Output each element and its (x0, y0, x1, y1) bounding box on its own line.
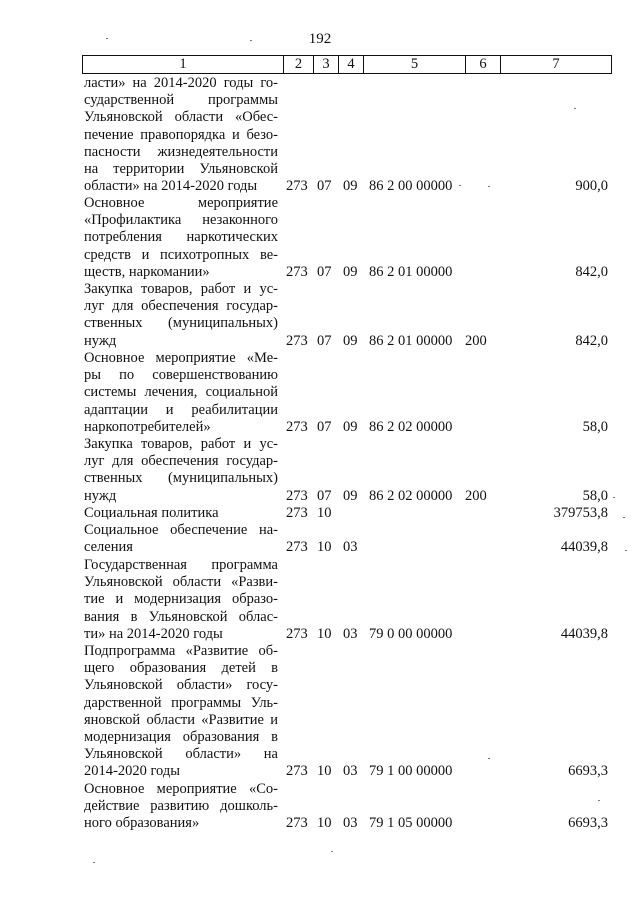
scan-speck (488, 186, 490, 187)
ministry-code: 273 (286, 487, 308, 504)
scan-speck (459, 185, 461, 186)
scan-speck (106, 38, 108, 39)
amount: 900,0 (575, 178, 608, 195)
section-code: 10 (317, 539, 332, 556)
description-line: Ульяновской области» на (84, 746, 278, 763)
amount: 6693,3 (568, 815, 608, 832)
subsection-code: 03 (343, 763, 358, 780)
description-line: ного образования» (84, 815, 200, 832)
scan-speck (250, 40, 252, 41)
ministry-code: 273 (286, 539, 308, 556)
scan-speck (598, 800, 600, 801)
column-header-table (82, 55, 612, 74)
description-line: яновской области «Развитие и (84, 711, 278, 728)
target-article-code: 86 2 01 00000 (369, 332, 453, 349)
description-line: ственных (муниципальных) (84, 470, 278, 487)
amount: 44039,8 (560, 539, 608, 556)
ministry-code: 273 (286, 263, 308, 280)
target-article-code: 86 2 02 00000 (369, 487, 453, 504)
description-line: нужд (84, 487, 117, 504)
description-line: щего образования детей в (84, 660, 278, 677)
expense-type-code: 200 (465, 487, 487, 504)
amount: 58,0 (582, 418, 608, 435)
target-article-code: 79 1 05 00000 (369, 815, 453, 832)
expense-type-code: 200 (465, 332, 487, 349)
description-line: ственных (муниципальных) (84, 315, 278, 332)
description-line: селения (84, 539, 133, 556)
description-line: Ульяновской области «Разви- (84, 574, 278, 591)
section-code: 10 (317, 815, 332, 832)
description-line: средств и психотропных ве- (84, 246, 278, 263)
column-header-3: 3 (314, 56, 339, 74)
amount: 379753,8 (553, 505, 608, 521)
target-article-code: 86 2 01 00000 (369, 263, 453, 280)
scan-speck (488, 758, 490, 759)
subsection-code: 09 (343, 418, 358, 435)
row-description (84, 643, 278, 781)
description-line: 2014-2020 годы (84, 763, 180, 780)
subsection-code: 03 (343, 815, 358, 832)
ministry-code: 273 (286, 178, 308, 195)
description-line: ласти» на 2014-2020 годы го- (84, 75, 278, 91)
scan-speck (625, 550, 627, 551)
description-line: Социальное обеспечение на- (84, 522, 278, 538)
column-header-7: 7 (501, 56, 612, 74)
row-description (84, 195, 278, 281)
description-line: ти» на 2014-2020 годы (84, 625, 223, 642)
description-line: Основное мероприятие «Со- (84, 781, 278, 797)
ministry-code: 273 (286, 625, 308, 642)
description-line: наркопотребителей» (84, 418, 211, 435)
section-code: 10 (317, 763, 332, 780)
description-line: тие и модернизация образо- (84, 591, 278, 608)
subsection-code: 09 (343, 487, 358, 504)
description-line: Основное мероприятие (84, 195, 278, 211)
row-description (84, 436, 278, 505)
description-line: луг для обеспечения государ- (84, 453, 278, 470)
scan-speck (93, 862, 95, 863)
description-line: ры по совершенствованию (84, 367, 278, 384)
section-code: 10 (317, 505, 332, 521)
target-article-code: 79 0 00 00000 (369, 625, 453, 642)
row-description (84, 781, 278, 833)
amount: 842,0 (575, 332, 608, 349)
target-article-code: 86 2 02 00000 (369, 418, 453, 435)
amount: 44039,8 (560, 625, 608, 642)
description-line: потребления наркотических (84, 229, 278, 246)
row-description (84, 281, 278, 350)
target-article-code: 86 2 00 00000 (369, 178, 453, 195)
description-line: ществ, наркомании» (84, 263, 210, 280)
description-line: Ульяновской области «Обес- (84, 109, 278, 126)
section-code: 07 (317, 178, 332, 195)
row-description (84, 350, 278, 436)
row-description (84, 522, 278, 556)
description-line: Государственная программа (84, 557, 278, 573)
description-line: модернизация образования в (84, 729, 278, 746)
column-header-5: 5 (364, 56, 466, 74)
description-line: системы лечения, социальной (84, 384, 278, 401)
description-line: Основное мероприятие «Ме- (84, 350, 278, 366)
section-code: 07 (317, 487, 332, 504)
row-description (84, 505, 278, 522)
target-article-code: 79 1 00 00000 (369, 763, 453, 780)
description-line: Закупка товаров, работ и ус- (84, 281, 278, 297)
column-header-6: 6 (466, 56, 501, 74)
description-line: на территории Ульяновской (84, 161, 278, 178)
section-code: 10 (317, 625, 332, 642)
description-line: Социальная политика (84, 505, 219, 521)
scan-speck (613, 497, 615, 498)
description-line: Закупка товаров, работ и ус- (84, 436, 278, 452)
section-code: 07 (317, 332, 332, 349)
amount: 58,0 (582, 487, 608, 504)
scan-speck (331, 851, 333, 852)
ministry-code: 273 (286, 332, 308, 349)
description-line: области» на 2014-2020 годы (84, 178, 258, 195)
ministry-code: 273 (286, 763, 308, 780)
section-code: 07 (317, 263, 332, 280)
description-line: Ульяновской области» госу- (84, 677, 278, 694)
description-line: вания в Ульяновской облас- (84, 608, 278, 625)
subsection-code: 09 (343, 263, 358, 280)
description-line: печение правопорядка и безо- (84, 126, 278, 143)
row-description (84, 557, 278, 643)
section-code: 07 (317, 418, 332, 435)
description-line: «Профилактика незаконного (84, 212, 278, 229)
ministry-code: 273 (286, 815, 308, 832)
column-header-4: 4 (339, 56, 364, 74)
description-line: луг для обеспечения государ- (84, 298, 278, 315)
description-line: сударственной программы (84, 92, 278, 109)
description-line: Подпрограмма «Развитие об- (84, 643, 278, 659)
scan-speck (574, 108, 576, 109)
description-line: действие развитию дошколь- (84, 798, 278, 815)
amount: 6693,3 (568, 763, 608, 780)
subsection-code: 03 (343, 539, 358, 556)
description-line: дарственной программы Уль- (84, 694, 278, 711)
description-line: адаптации и реабилитации (84, 401, 278, 418)
scan-speck (623, 517, 625, 518)
subsection-code: 09 (343, 178, 358, 195)
ministry-code: 273 (286, 418, 308, 435)
subsection-code: 09 (343, 332, 358, 349)
column-header-1: 1 (83, 56, 284, 74)
page-number: 192 (308, 31, 332, 47)
amount: 842,0 (575, 263, 608, 280)
description-line: пасности жизнедеятельности (84, 143, 278, 160)
description-line: нужд (84, 332, 117, 349)
column-header-2: 2 (284, 56, 314, 74)
subsection-code: 03 (343, 625, 358, 642)
ministry-code: 273 (286, 505, 308, 521)
row-description (84, 75, 278, 195)
